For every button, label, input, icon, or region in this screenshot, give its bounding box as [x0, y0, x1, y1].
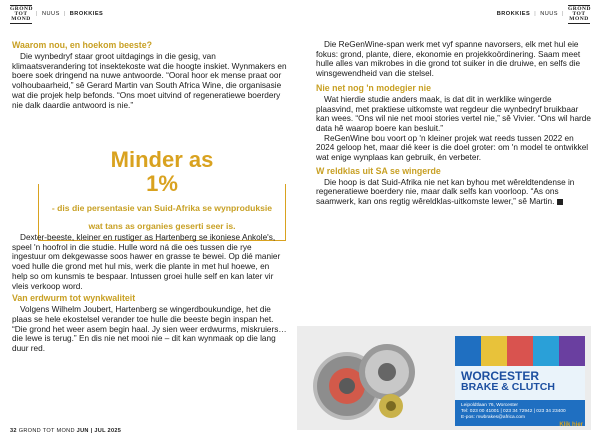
clutch-plate-icon — [307, 336, 425, 426]
paragraph: ReGenWine bou voort op 'n kleiner projek wat reeds tussen 2022 en 2024 geloop het, maar dié keer is die doel groter: om 'n model te ontwikkel wat enige wynplaas kan gebruik, én verbeter. — [316, 133, 589, 163]
header-left: GROND TOT MOND | NUUS | BROKKIES — [10, 5, 104, 22]
publication-logo: GROND TOT MOND — [10, 5, 33, 22]
section-label: NUUS — [41, 11, 60, 17]
ad-click-here-link[interactable]: Klik hier — [559, 422, 583, 428]
left-column-bottom — [12, 233, 287, 354]
ad-brand-line2: BRAKE & CLUTCH — [461, 381, 555, 393]
heading-why-cattle: Waarom nou, en hoekom beeste? — [12, 40, 152, 50]
ad-panel — [455, 336, 585, 426]
pull-quote — [38, 148, 286, 241]
advertisement[interactable] — [297, 326, 591, 430]
ad-color-strip — [455, 336, 585, 366]
subsection-label-right: BROKKIES — [496, 11, 531, 17]
left-column-top — [12, 40, 287, 110]
subsection-label: BROKKIES — [69, 11, 104, 17]
paragraph: Wat hierdie studie anders maak, is dat dit in werklike wingerde plaasvind, met praktiese uitkomste wat regdeur die wynbedryf bruikbaar kan wees. “Ons wil nie net mooi stories vertel nie,” sê Vivier. “Ons wil harde data hê waarop boere kan besluit.” — [316, 94, 591, 133]
right-column — [316, 40, 591, 207]
ad-contact-info: Leipoldtlaan 76, Worcester Tel: 023 00 41001 | 023 34 72942 | 023 34 23400 E-pos: mwbrakes@africa.com — [455, 400, 585, 426]
pull-quote-figure: Minder as 1% — [102, 148, 222, 196]
heading-not-fad: Nie net nog 'n modegier nie — [316, 82, 431, 93]
heading-earthworm: Van erdwurm tot wynkwaliteit — [12, 293, 136, 304]
footer — [10, 428, 121, 434]
paragraph: Dexter-beeste, kleiner en rustiger as Hartenberg se ikoniese Ankole's, speel 'n hoofrol in die studie. Hulle word ná die oes tussen die rye ingestuur om dekgewasse soos hawer en grasse te bewei. Op dié manier voed hulle die grond met hul mis, werk die plante in met hul hoewe, en help so om kunsmis te bespaar. Intussen groei hulle self en kan later vir vleis verkoop word. — [12, 233, 281, 291]
paragraph: Die wynbedryf staar groot uitdagings in die gesig, van klimaatsverandering tot insektekoste wat die hoogte inskiet. Wynmakers en boere soek dringend na nuwe antwoorde. “Ooral hoor ek mense praat oor volhoubaarheid,” sê Gerard Martin van South Africa Wine, die organisasie wat die projek help befonds. “Ons moet uitvind of regeneratiewe boerdery nie dalk daardie antwoord is nie.” — [12, 52, 287, 110]
end-mark-icon: T — [557, 199, 563, 205]
paragraph: Die hoop is dat Suid-Afrika nie net kan byhou met wêreldtendense in regeneratiewe boerdery nie, maar dalk selfs kan voorloop. “As ons saamwerk, kan ons regtig wêreldklas-uitkomste lewer,” sê Martin. T — [316, 177, 575, 207]
heading-world-class: W reldklas uit SA se wingerde — [316, 165, 441, 176]
paragraph: Die ReGenWine-span werk met vyf spanne navorsers, elk met hul eie fokus: grond, plante, diere, ekonomie en projekkoördinering. Saam meet hulle alles van mikrobes in die grond tot suiker in die druiwe, en selfs die winsgewendheid van die stelsel. — [316, 40, 581, 79]
footer-publication: GROND TOT MOND — [18, 428, 75, 434]
pull-quote-text: - dis die persentasie van Suid-Afrika se wynproduksie wat tans as organies geserti seer is. — [51, 203, 273, 231]
page-number: 32 — [10, 428, 17, 434]
footer-issue: JUN | JUL 2025 — [76, 428, 122, 434]
publication-logo-right: GROND TOT MOND — [568, 5, 591, 22]
section-label-right: NUUS — [540, 11, 559, 17]
paragraph: Volgens Wilhelm Joubert, Hartenberg se wingerdboukundige, het die plaas se hele ekostelsel verander toe hulle die beeste begin inspan het. “Die grond het weer asem begin haal. Jy sien weer erdwurms, miskruiers… die lewe is terug.” En dis nie net mooi nie – dit kan wynmaak op die lang duur red. — [12, 305, 287, 354]
ad-brand-line1: WORCESTER — [461, 369, 539, 383]
header-right: BROKKIES | NUUS | GROND TOT MOND — [496, 5, 591, 22]
